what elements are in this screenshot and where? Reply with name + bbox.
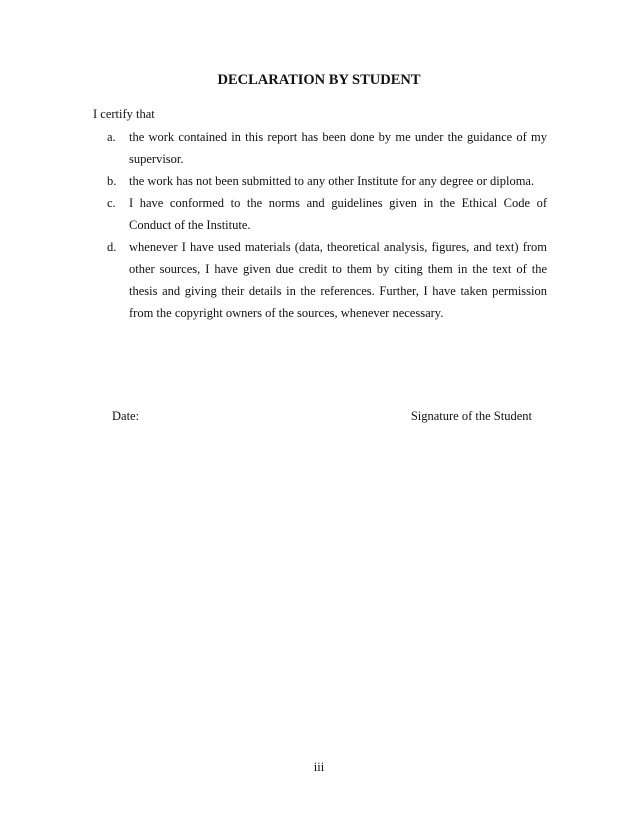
list-marker: c. [107,196,116,210]
list-marker: d. [107,240,117,254]
list-item [93,126,547,170]
list-item-text: the work contained in this report has been done by me under the guidance of my supervisor. [129,130,547,166]
list-item [93,170,547,192]
signature-label: Signature of the Student [410,409,532,423]
declaration-list [93,126,547,324]
intro-text: I certify that [93,107,155,121]
list-item-text: the work has not been submitted to any other Institute for any degree or diploma. [129,174,535,188]
list-item [93,236,547,324]
list-item [93,192,547,236]
list-marker: b. [107,174,117,188]
page-number: iii [313,760,325,774]
list-item-text: I have conformed to the norms and guidelines given in the Ethical Code of Conduct of the Institute. [129,196,547,232]
list-item-text: whenever I have used materials (data, theoretical analysis, figures, and text) from other sources, I have given due credit to them by citing them in the text of the thesis and giving their details in the references. Further, I have taken permission from the copyright owners of the sources, whenever necessary. [129,240,547,320]
page-title: DECLARATION BY STUDENT [217,72,421,88]
list-marker: a. [107,130,116,144]
date-label: Date: [112,409,140,423]
